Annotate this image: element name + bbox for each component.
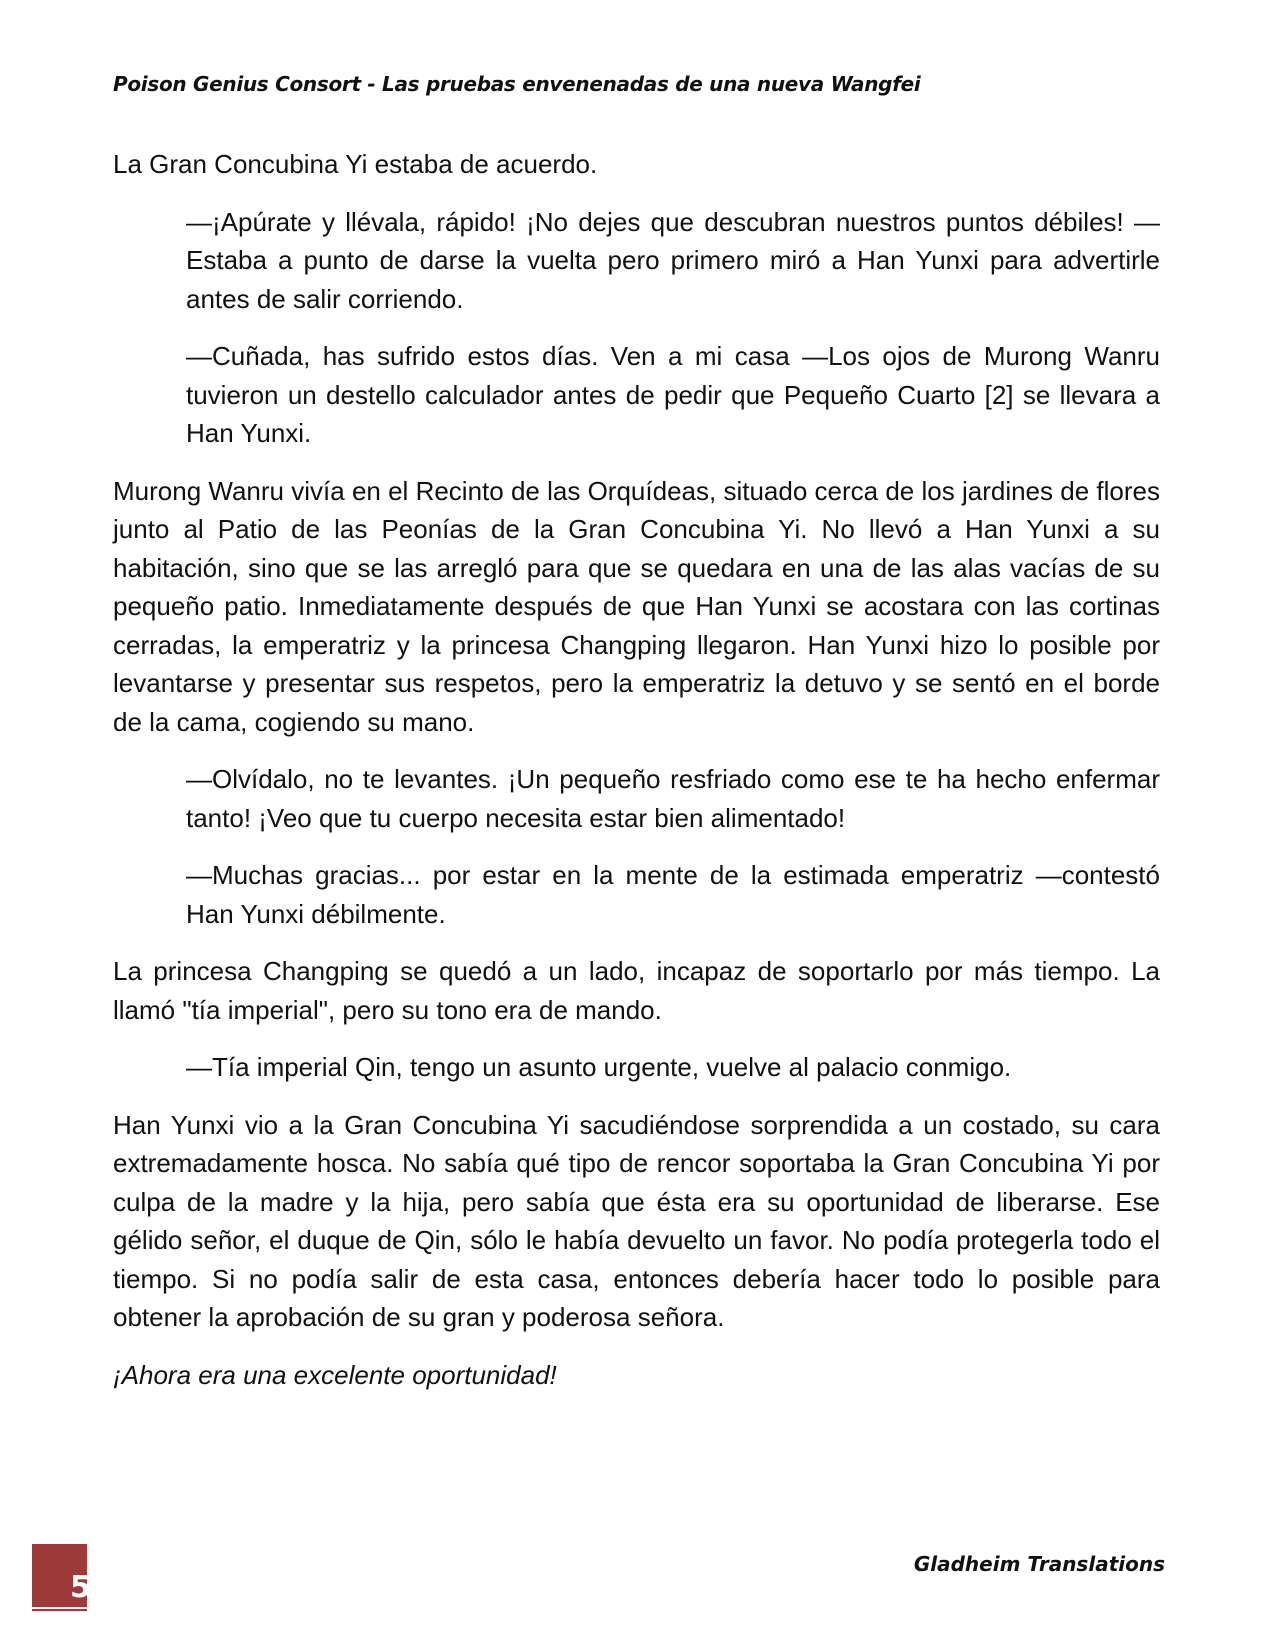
running-header: Poison Genius Consort - Las pruebas envenenadas de una nueva Wangfei (113, 72, 921, 96)
dialogue-paragraph: —Tía imperial Qin, tengo un asunto urgente, vuelve al palacio conmigo. (186, 1052, 1012, 1082)
page-body (113, 145, 1160, 1413)
paragraph: Han Yunxi vio a la Gran Concubina Yi sacudiéndose sorprendida a un costado, su cara extremadamente hosca. No sabía qué tipo de rencor soportaba la Gran Concubina Yi por culpa de la madre y la hija, pero sabía que ésta era su oportunidad de liberarse. Ese gélido señor, el duque de Qin, sólo le había devuelto un favor. No podía protegerla todo el tiempo. Si no podía salir de esta casa, entonces debería hacer todo lo posible para obtener la aprobación de su gran y poderosa señora. (113, 1109, 1160, 1332)
dialogue-paragraph: —¡Apúrate y llévala, rápido! ¡No dejes que descubran nuestros puntos débiles! —Estaba a punto de darse la vuelta pero primero miró a Han Yunxi para advertirle antes de salir corriendo. (186, 206, 1160, 314)
paragraph: La princesa Changping se quedó a un lado, incapaz de soportarlo por más tiempo. La llamó "tía imperial", pero su tono era de mando. (113, 956, 1160, 1025)
closing-italic-line: ¡Ahora era una excelente oportunidad! (113, 1359, 557, 1390)
page-number-underline (32, 1609, 87, 1611)
paragraph: Murong Wanru vivía en el Recinto de las Orquídeas, situado cerca de los jardines de flores junto al Patio de las Peonías de la Gran Concubina Yi. No llevó a Han Yunxi a su habitación, sino que se las arregló para que se quedara en una de las alas vacías de su pequeño patio. Inmediatamente después de que Han Yunxi se acostara con las cortinas cerradas, la emperatriz y la princesa Changping llegaron. Han Yunxi hizo lo posible por levantarse y presentar sus respetos, pero la emperatriz la detuvo y se sentó en el borde de la cama, cogiendo su mano. (113, 475, 1160, 737)
translator-credit: Gladheim Translations (913, 1552, 1165, 1576)
dialogue-paragraph: —Cuñada, has sufrido estos días. Ven a mi casa —Los ojos de Murong Wanru tuvieron un destello calculador antes de pedir que Pequeño Cuarto [2] se llevara a Han Yunxi. (186, 341, 1160, 448)
paragraph: La Gran Concubina Yi estaba de acuerdo. (113, 149, 598, 179)
dialogue-paragraph: —Muchas gracias... por estar en la mente de la estimada emperatriz —contestó Han Yunxi débilmente. (186, 860, 1160, 929)
page-number: 5 (70, 1570, 91, 1605)
dialogue-paragraph: —Olvídalo, no te levantes. ¡Un pequeño resfriado como ese te ha hecho enfermar tanto! ¡Veo que tu cuerpo necesita estar bien alimentado! (186, 764, 1160, 833)
